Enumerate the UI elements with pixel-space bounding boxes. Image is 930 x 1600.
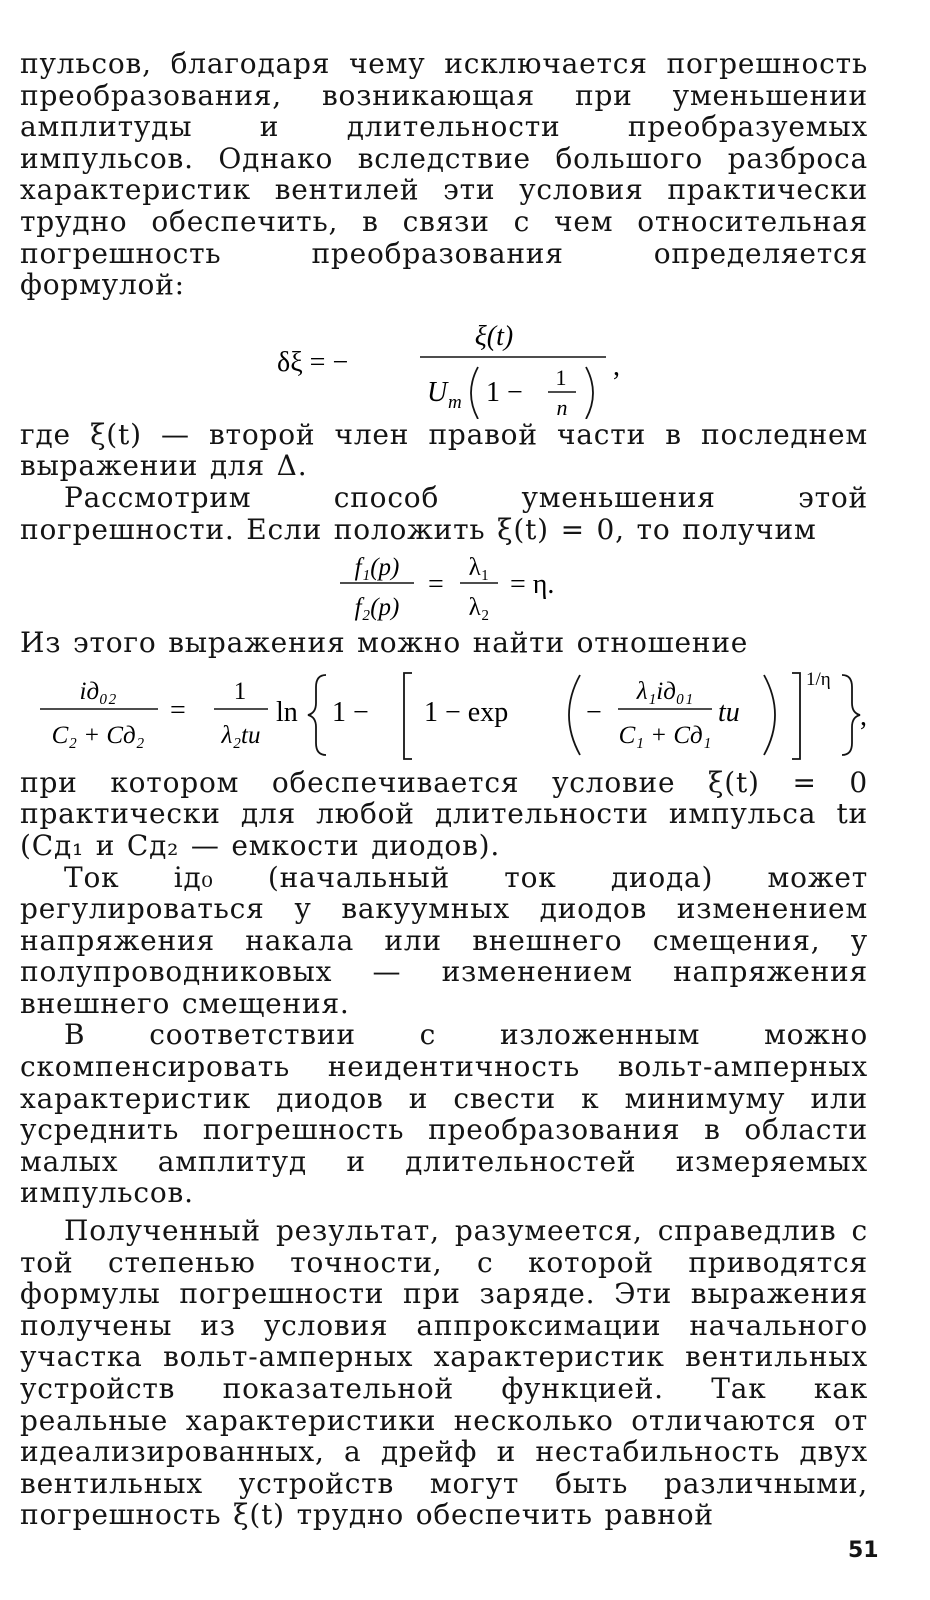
- paragraph-3: Рассмотрим способ уменьшения этой погрешности. Если положить ξ(t) = 0, то получим: [20, 480, 868, 546]
- eq3-lhs-num: iд₀₂: [79, 677, 117, 705]
- paragraph-6: Ток iд₀ (начальный ток диода) может регулироваться у вакуумных диодов изменением напряжения накала или внешнего смещения, у полупроводниковых — изменением напряжения внешнего смещения.: [20, 860, 868, 1020]
- eq1-den-u: U: [427, 376, 448, 408]
- eq2-den1: f₂(p): [354, 594, 400, 622]
- eq3-frac-den: λ₂tи: [221, 721, 261, 749]
- equation-current-ratio: [20, 659, 868, 767]
- eq1-inner-num: 1: [555, 364, 567, 390]
- eq3-exp-den: C₁ + Cд₁: [618, 721, 712, 749]
- eq2-equals: =: [428, 569, 444, 601]
- eq1-den-one-minus: 1 −: [486, 376, 523, 408]
- eq3-one-minus: 1 −: [332, 696, 369, 728]
- eq1-comma: ,: [613, 350, 620, 382]
- eq3-inner: 1 − exp: [424, 696, 509, 728]
- eq2-rhs: = η.: [510, 569, 555, 601]
- eq3-left-brace: [308, 675, 326, 755]
- eq1-den-m: m: [448, 391, 462, 413]
- eq3-right-brace: [842, 675, 860, 755]
- eq3-right-paren: [764, 675, 775, 755]
- eq3-minus: −: [586, 696, 602, 728]
- eq2-den2: λ₂: [468, 594, 490, 622]
- eq1-left-paren: [471, 367, 478, 419]
- eq1-numerator: ξ(t): [474, 320, 514, 352]
- eq3-equals: =: [170, 694, 186, 726]
- page-number: 51: [848, 1538, 879, 1563]
- paragraph-7: В соответствии с изложенным можно скомпенсировать неидентичность вольт-амперных характеристик диодов и свести к минимуму или усреднить погрешность преобразования в области малых амплитуд и длительностей измеряемых импульсов.: [20, 1018, 868, 1210]
- eq1-inner-den: n: [556, 394, 568, 419]
- paragraph-1: пульсов, благодаря чему исключается погрешность преобразования, возникающая при уменьшении амплитуды и длительности преобразуемых импульсов. Однако вследствие большого разброса характеристик вентилей эти условия практически трудно обеспечить, в связи с чем относительная погрешность преобразования определяется формулой:: [20, 47, 868, 302]
- eq3-comma: ,: [860, 700, 867, 732]
- eq3-exp-num: λ₁iд₀₁: [636, 677, 694, 705]
- paragraph-2: где ξ(t) — второй член правой части в последнем выражении для Δ.: [20, 417, 868, 483]
- eq3-left-paren: [569, 675, 580, 755]
- equation-current-ratio-svg: [20, 659, 868, 767]
- eq1-lhs: δξ = −: [277, 346, 349, 378]
- equation-ratio-svg: [20, 545, 868, 627]
- page-body: [20, 48, 868, 1531]
- equation-ratio: [20, 545, 868, 627]
- eq3-t: tи: [718, 696, 740, 728]
- eq3-frac-num: 1: [233, 677, 247, 705]
- equation-relative-error: [20, 301, 868, 419]
- paragraph-5: при котором обеспечивается условие ξ(t) = 0 практически для любой длительности импульса tи (Cд₁ и Cд₂ — емкости диодов).: [20, 765, 868, 862]
- eq1-right-paren: [586, 367, 593, 419]
- eq2-num1: f₁(p): [354, 554, 400, 582]
- eq3-power: 1/η: [806, 668, 831, 690]
- paragraph-8: Полученный результат, разумеется, справедлив с той степенью точности, с которой приводятся формулы погрешности при заряде. Эти выражения получены из условия аппроксимации начального участка вольт-амперных характеристик вентильных устройств показательной функцией. Так как реальные характеристики несколько отличаются от идеализированных, а дрейф и нестабильность двух вентильных устройств могут быть различными, погрешность ξ(t) трудно обеспечить равной: [20, 1214, 868, 1532]
- equation-relative-error-svg: [20, 301, 868, 419]
- eq3-ln: ln: [276, 696, 298, 728]
- paragraph-4: Из этого выражения можно найти отношение: [20, 626, 749, 660]
- eq3-lhs-den: C₂ + Cд₂: [51, 721, 145, 749]
- eq3-right-bracket: [792, 673, 800, 759]
- eq3-left-bracket: [404, 673, 412, 759]
- eq2-num2: λ₁: [468, 554, 490, 582]
